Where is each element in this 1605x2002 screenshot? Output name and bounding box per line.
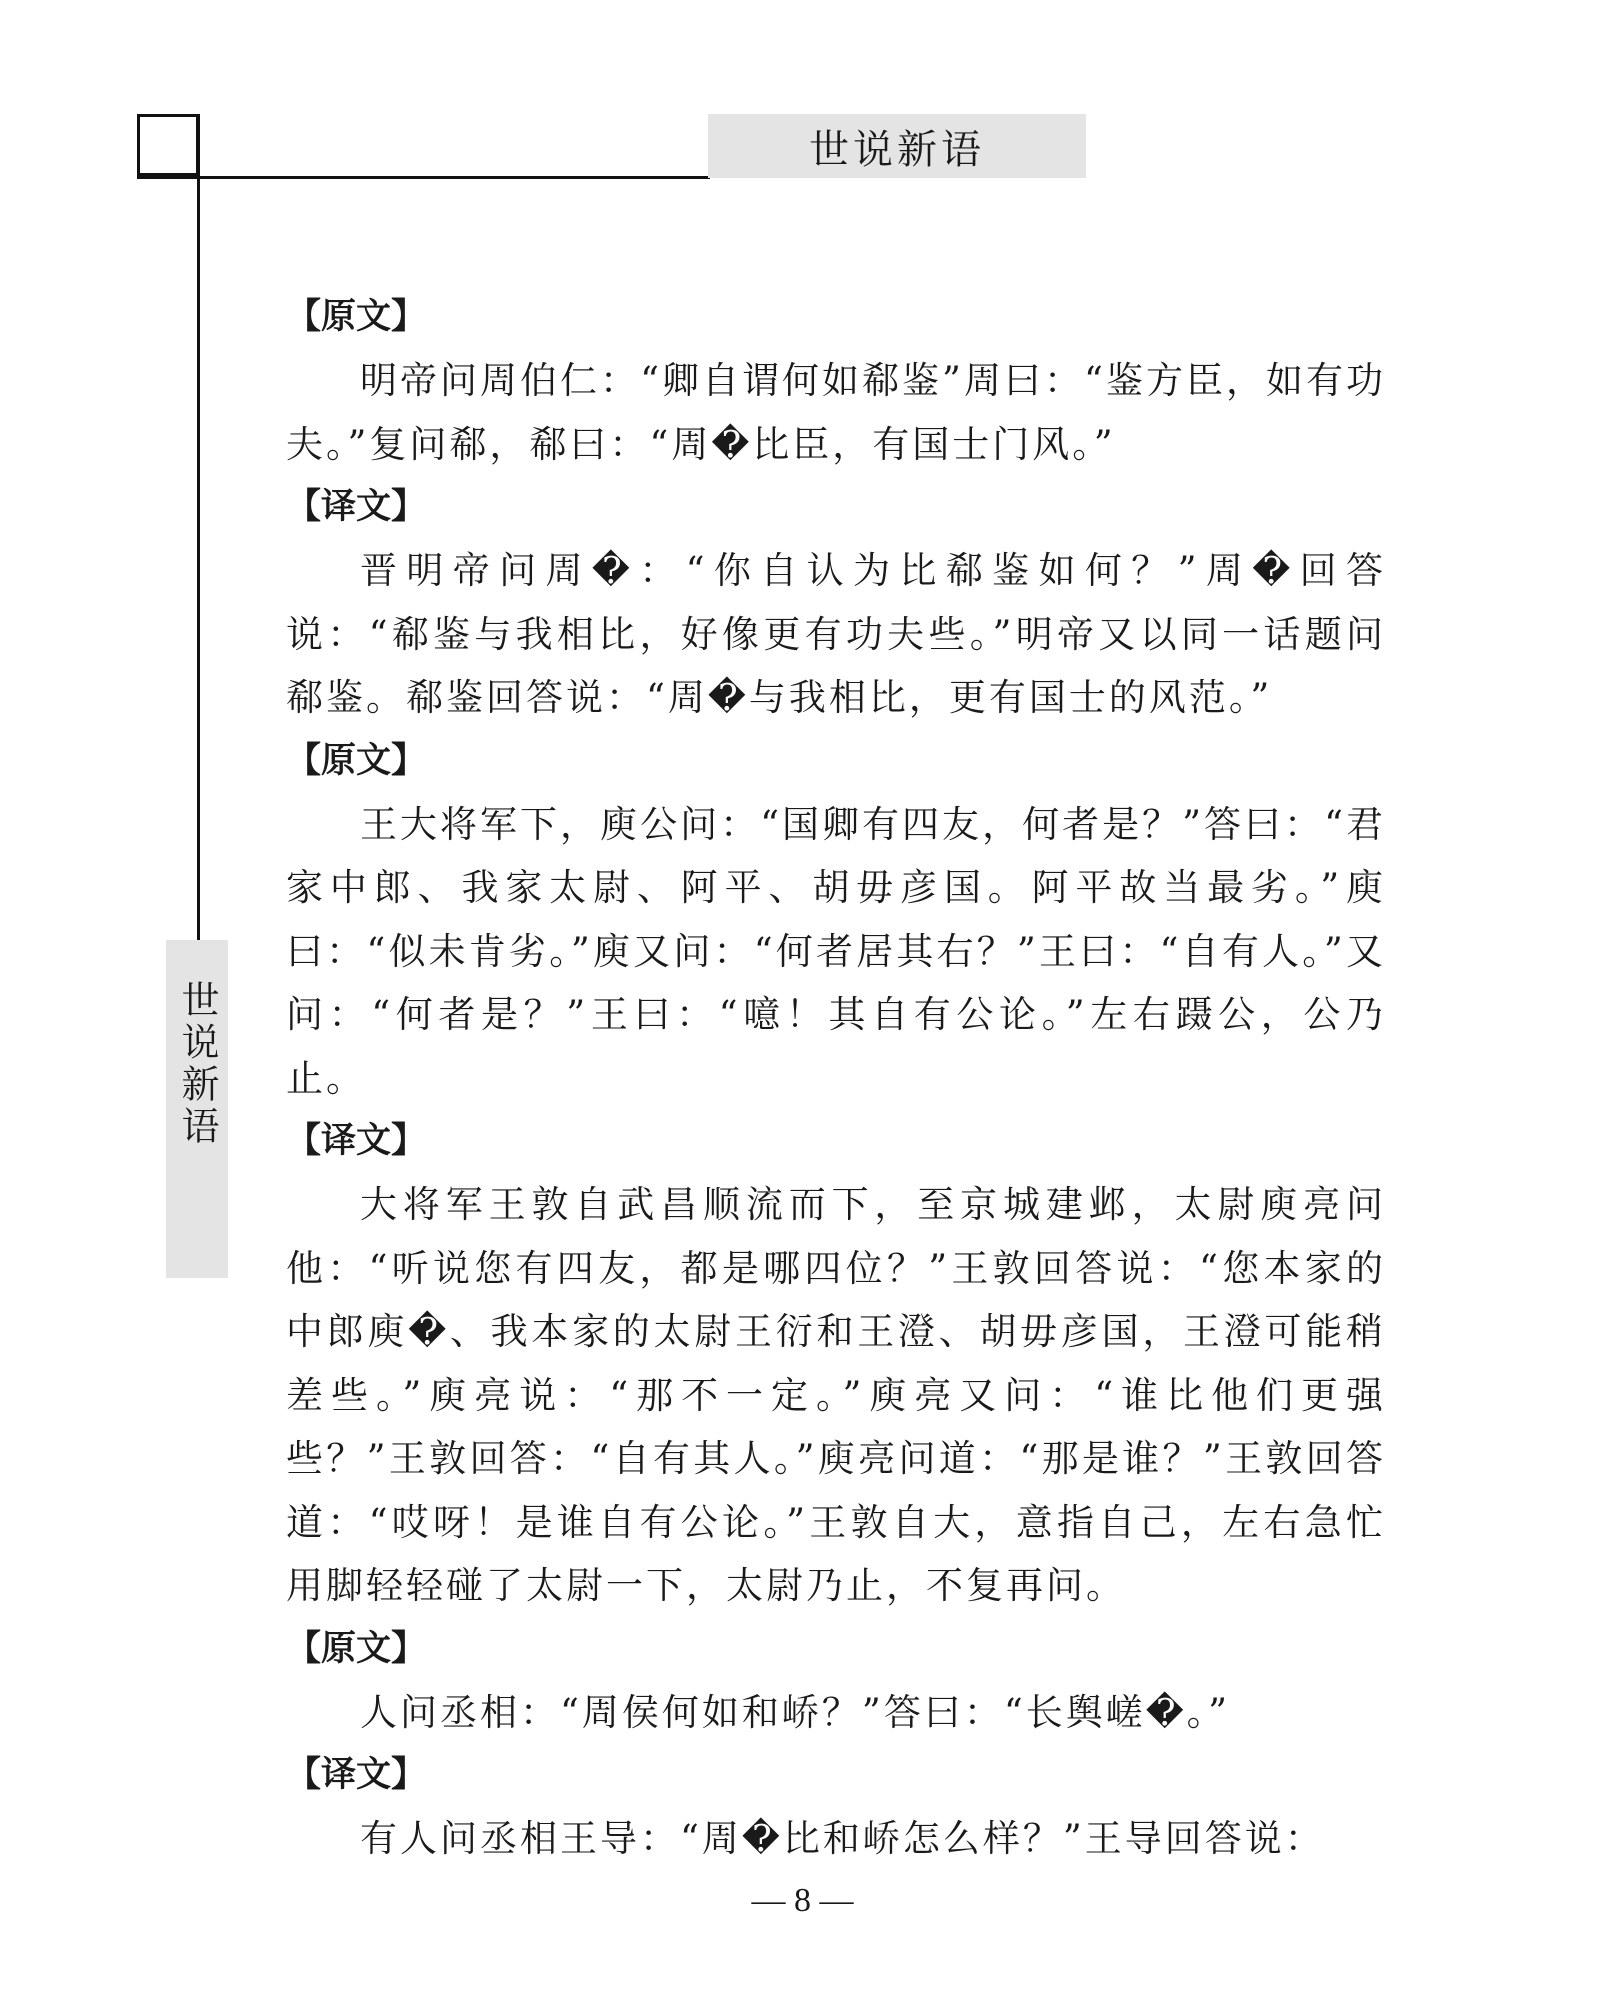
section-text: 有人问丞相王导：“周�比和峤怎么样？”王导回答说：	[360, 1817, 1325, 1860]
section-original-1	[286, 286, 1386, 476]
section-original-3	[286, 1618, 1386, 1745]
section-text: 人问丞相：“周侯何如和峤？”答曰：“长舆嵯�。”	[360, 1690, 1231, 1734]
side-tab	[166, 940, 228, 1278]
section-translation-3	[286, 1744, 1386, 1871]
section-translation-1	[286, 476, 1386, 730]
section-label: 【译文】	[286, 487, 427, 527]
section-label: 【原文】	[286, 1628, 427, 1669]
side-tab-title: 世说新语	[175, 980, 219, 1148]
corner-frame	[137, 114, 199, 176]
header-rule	[137, 176, 710, 179]
section-text: 大将军王敦自武昌顺流而下，至京城建邺，太尉庾亮问他：“听说您有四友，都是哪四位？”王敦回答说：“您本家的中郎庾�、我本家的太尉王衍和王澄、胡毋彦国，王澄可能稍差些。”庾亮说：“那不一定。”庾亮又问：“谁比他们更强些？”王敦回答：“自有其人。”庾亮问道：“那是谁？”王敦回答道：“哎呀！是谁自有公论。”王敦自大，意指自己，左右急忙用脚轻轻碰了太尉一下，太尉乃止，不复再问。	[286, 1183, 1386, 1607]
page-number: — 8 —	[751, 1882, 854, 1919]
section-translation-2	[286, 1110, 1386, 1618]
section-label: 【原文】	[286, 740, 427, 781]
section-text: 明帝问周伯仁：“卿自谓何如郗鉴”周曰：“鉴方臣，如有功夫。”复问郗，郗曰：“周�比臣，有国士门风。”	[286, 359, 1386, 466]
section-text: 王大将军下，庾公问：“国卿有四友，何者是？”答曰：“君家中郎、我家太尉、阿平、胡毋彦国。阿平故当最劣。”庾曰：“似未肯劣。”庾又问：“何者居其右？”王曰：“自有人。”又问：“何者是？”王曰：“噫！其自有公论。”左右蹑公，公乃止。	[286, 802, 1386, 1100]
section-text: 晋明帝问周�：“你自认为比郗鉴如何？”周�回答说：“郗鉴与我相比，好像更有功夫些。”明帝又以同一话题问郗鉴。郗鉴回答说：“周�与我相比，更有国士的风范。”	[286, 549, 1386, 719]
section-label: 【译文】	[286, 1755, 427, 1795]
page-body	[286, 286, 1386, 1871]
section-label: 【译文】	[286, 1121, 427, 1161]
section-original-2	[286, 730, 1386, 1111]
margin-rule	[197, 114, 200, 944]
book-title: 世说新语	[809, 126, 985, 173]
running-header	[708, 114, 1086, 178]
section-label: 【原文】	[286, 297, 427, 337]
